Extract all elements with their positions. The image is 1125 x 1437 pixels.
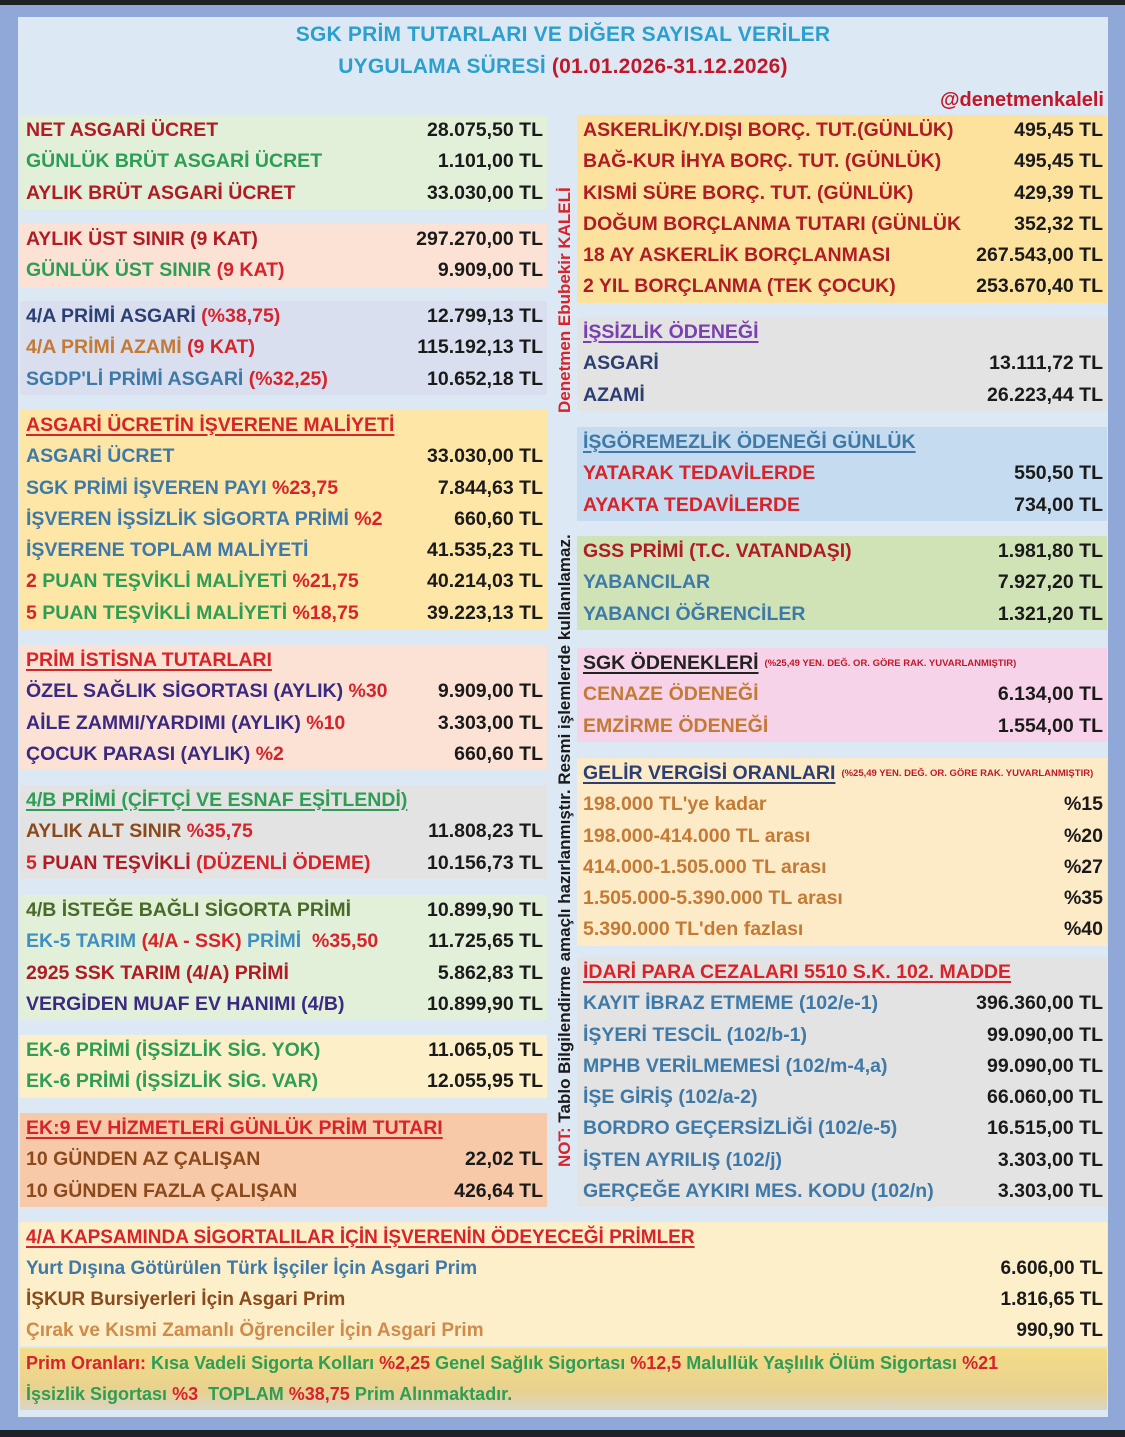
disclaimer-text: Tablo Bilgilendirme amaçlı hazırlanmıştır. Resmi işlemlerde kullanılamaz. [555, 534, 574, 1128]
label-suffix: %23,75 [271, 476, 339, 499]
rate-text: İşsizlik Sigortası [26, 1384, 173, 1404]
row-label: KISMİ SÜRE BORÇ. TUT. (GÜNLÜK) [583, 181, 914, 204]
row-value: 550,50 TL [1014, 462, 1103, 485]
row-value: 1.554,00 TL [997, 714, 1103, 737]
section-title: 4/B PRİMİ (ÇİFTÇİ VE ESNAF EŞİTLENDİ) [26, 789, 408, 811]
section-title [583, 758, 1093, 789]
row-value: 28.075,50 TL [427, 119, 543, 141]
row-label: DOĞUM BORÇLANMA TUTARI (GÜNLÜK [583, 212, 962, 235]
row-label [26, 255, 285, 286]
poster-frame [0, 5, 1125, 1430]
section-asgari-ucret [20, 115, 547, 209]
label-suffix: %35,75 [186, 820, 253, 843]
row-value: 41.535,23 TL [427, 539, 543, 562]
author-handle: @denetmenkaleli [939, 89, 1104, 111]
row-label: 10 GÜNDEN FAZLA ÇALIŞAN [26, 1179, 298, 1202]
row-value: 7.927,20 TL [997, 571, 1103, 594]
page-title: SGK PRİM TUTARLARI VE DİĞER SAYISAL VERİLER [295, 23, 831, 46]
row-label: İŞKUR Bursiyerleri İçin Asgari Prim [26, 1289, 346, 1310]
rates-lead: Prim Oranları: [26, 1353, 152, 1373]
row-value: 1.101,00 TL [437, 150, 543, 173]
row-label [26, 364, 328, 395]
section-4a-prim [20, 301, 547, 395]
row-value: 9.909,00 TL [437, 680, 543, 703]
label-text: SGDP'Lİ PRİMİ ASGARİ [26, 367, 249, 390]
row-label [26, 504, 382, 535]
row-value: 11.808,23 TL [428, 820, 543, 843]
section-gelir-vergisi [577, 758, 1107, 946]
label-text: SGK PRİMİ İŞVEREN PAYI [26, 476, 272, 499]
row-value: 10.652,18 TL [427, 367, 543, 390]
row-value: 33.030,00 TL [427, 181, 543, 204]
row-label: AYAKTA TEDAVİLERDE [583, 493, 801, 516]
row-value: 6.134,00 TL [997, 683, 1103, 706]
label-suffix: %2 [354, 507, 383, 530]
row-value: 3.303,00 TL [437, 711, 543, 734]
disclaimer-vertical [555, 534, 575, 1167]
section-istege-bagli [20, 895, 547, 1020]
row-label: MPHB VERİLMEMESİ (102/m-4,a) [583, 1054, 888, 1077]
row-label [26, 473, 338, 504]
row-value: 426,64 TL [454, 1179, 543, 1202]
section-idari-para-cezalari [577, 957, 1107, 1207]
label-text: ÇOCUK PARASI (AYLIK) [26, 742, 256, 765]
row-label: 10 GÜNDEN AZ ÇALIŞAN [26, 1148, 261, 1171]
section-ust-sinir [20, 224, 547, 287]
label-suffix: (9 KAT) [216, 259, 285, 282]
rate-value: %3 [172, 1384, 199, 1404]
label-text: PUAN TEŞVİKLİ MALİYETİ [42, 601, 293, 624]
row-label [26, 301, 280, 332]
section-title: PRİM İSTİSNA TUTARLARI [26, 649, 272, 671]
row-value: 115.192,13 TL [417, 336, 543, 359]
row-label [26, 566, 359, 597]
row-label: EMZİRME ÖDENEĞİ [583, 714, 769, 737]
row-value: 396.360,00 TL [976, 992, 1103, 1015]
row-label [26, 739, 284, 770]
row-label: İŞVERENE TOPLAM MALİYETİ [26, 539, 309, 562]
row-value: 267.543,00 TL [976, 244, 1103, 267]
row-value: %20 [1063, 824, 1103, 847]
label-text: GÜNLÜK ÜST SINIR [26, 259, 217, 282]
row-value: 16.515,00 TL [987, 1117, 1103, 1140]
section-sgk-odenekleri [577, 648, 1107, 742]
row-label: ASKERLİK/Y.DIŞI BORÇ. TUT.(GÜNLÜK) [583, 119, 954, 141]
row-label: 4/B İSTEĞE BAĞLI SİGORTA PRİMİ [26, 899, 352, 921]
row-value: 7.844,63 TL [437, 476, 543, 499]
row-value: 11.065,05 TL [428, 1039, 543, 1061]
section-title: ASGARİ ÜCRETİN İŞVERENE MALİYETİ [26, 414, 395, 436]
label-text: 4/A PRİMİ AZAMİ [26, 336, 188, 359]
section-title [583, 648, 1016, 679]
section-ek9 [20, 1113, 547, 1207]
row-value: 99.090,00 TL [987, 1054, 1103, 1077]
row-label: CENAZE ÖDENEĞİ [583, 683, 759, 706]
row-label: 198.000 TL'ye kadar [583, 793, 767, 816]
label-suffix: %2 [255, 742, 284, 765]
row-value: %15 [1063, 793, 1103, 816]
row-label: NET ASGARİ ÜCRET [26, 119, 219, 141]
row-value: 660,60 TL [454, 742, 543, 765]
section-isverene-maliyet [20, 410, 547, 629]
rate-value: %2,25 [379, 1353, 431, 1373]
section-title: İŞGÖREMEZLİK ÖDENEĞİ GÜNLÜK [583, 431, 916, 453]
row-value: 13.111,72 TL [989, 352, 1103, 375]
section-4b-prim [20, 785, 547, 879]
rate-value: %21 [962, 1353, 999, 1373]
label-text: AYLIK ALT SINIR [26, 820, 187, 843]
row-label: 5.390.000 TL'den fazlası [583, 918, 804, 941]
period-line [18, 55, 1108, 79]
row-value: 3.303,00 TL [997, 1148, 1103, 1171]
row-value: 66.060,00 TL [987, 1086, 1103, 1109]
label-suffix: %35,50 [312, 930, 379, 953]
label-suffix: (DÜZENLİ ÖDEME) [196, 851, 371, 874]
row-label: BORDRO GEÇERSİZLİĞİ (102/e-5) [583, 1117, 898, 1140]
row-value: 990,90 TL [1016, 1320, 1103, 1341]
section-isgoremezlik [577, 427, 1107, 521]
row-value: 6.606,00 TL [1000, 1258, 1103, 1279]
label-suffix: %18,75 [292, 601, 359, 624]
row-label: ASGARİ [583, 352, 659, 375]
row-value: 40.214,03 TL [427, 570, 543, 593]
rate-text: Kısa Vadeli Sigorta Kolları [151, 1353, 380, 1373]
row-value: 9.909,00 TL [437, 259, 543, 282]
label-prefix: 5 [26, 601, 43, 624]
row-label: VERGİDEN MUAF EV HANIMI (4/B) [26, 992, 345, 1015]
label-prefix: 5 [26, 851, 43, 874]
row-label: Çırak ve Kısmi Zamanlı Öğrenciler İçin Asgari Prim [26, 1320, 484, 1341]
row-label: EK-6 PRİMİ (İŞSİZLİK SİG. VAR) [26, 1070, 319, 1093]
period-prefix: UYGULAMA SÜRESİ [338, 55, 552, 78]
row-label: GSS PRİMİ (T.C. VATANDAŞI) [583, 540, 852, 562]
section-ek6 [20, 1035, 547, 1098]
row-label: 1.505.000-5.390.000 TL arası [583, 887, 843, 910]
row-value: 12.799,13 TL [427, 305, 543, 327]
label-suffix: (9 KAT) [187, 336, 255, 359]
rates-line-1 [20, 1348, 1107, 1379]
label-text: 4/A PRİMİ ASGARİ [26, 305, 202, 327]
row-label: Yurt Dışına Götürülen Türk İşçiler İçin Asgari Prim [26, 1258, 478, 1279]
row-value: 1.816,65 TL [1000, 1289, 1103, 1310]
row-value: 660,60 TL [454, 507, 543, 530]
label-text: PUAN TEŞVİKLİ MALİYETİ [42, 570, 293, 593]
row-value: 12.055,95 TL [427, 1070, 543, 1093]
row-label: YABANCI ÖĞRENCİLER [583, 602, 806, 625]
rate-text: Malullük Yaşlılık Ölüm Sigortası [681, 1353, 963, 1373]
row-value: 495,45 TL [1014, 150, 1103, 173]
label-suffix: (%32,25) [248, 367, 328, 390]
row-label: 414.000-1.505.000 TL arası [583, 855, 827, 878]
row-value: 11.725,65 TL [428, 930, 543, 953]
row-label [26, 332, 255, 363]
row-label: EK-6 PRİMİ (İŞSİZLİK SİG. YOK) [26, 1039, 321, 1061]
row-label: 2925 SSK TARIM (4/A) PRİMİ [26, 961, 289, 984]
row-label [26, 816, 253, 847]
section-note: (%25,49 YEN. DEĞ. OR. GÖRE RAK. YUVARLANMIŞTIR) [841, 768, 1094, 780]
row-value: 253.670,40 TL [976, 275, 1103, 298]
row-value: 10.899,90 TL [427, 992, 543, 1015]
label-suffix: %30 [348, 680, 388, 703]
row-label: GÜNLÜK BRÜT ASGARİ ÜCRET [26, 150, 323, 173]
section-title-text: GELİR VERGİSİ ORANLARI [583, 762, 836, 784]
label-text: AYLIK ÜST SINIR [26, 228, 190, 250]
row-value: 5.862,83 TL [437, 961, 543, 984]
row-label [26, 848, 371, 879]
row-label [26, 926, 378, 957]
section-gss [577, 536, 1107, 630]
rates-line-2 [20, 1379, 1107, 1410]
row-value: %27 [1063, 855, 1103, 878]
row-value: 99.090,00 TL [987, 1023, 1103, 1046]
row-label [26, 224, 258, 255]
row-value: 1.981,80 TL [997, 540, 1103, 562]
row-label: BAĞ-KUR İHYA BORÇ. TUT. (GÜNLÜK) [583, 150, 942, 173]
row-label: KAYIT İBRAZ ETMEME (102/e-1) [583, 992, 879, 1015]
row-label: 18 AY ASKERLİK BORÇLANMASI [583, 244, 891, 267]
label-text: İŞVEREN İŞSİZLİK SİGORTA PRİMİ [26, 507, 355, 530]
section-issizlik-odenegi [577, 317, 1107, 411]
row-value: 10.156,73 TL [427, 851, 543, 874]
row-label: İŞYERİ TESCİL (102/b-1) [583, 1023, 807, 1046]
label-suffix: %21,75 [292, 570, 359, 593]
row-label: GERÇEĞE AYKIRI MES. KODU (102/n) [583, 1180, 934, 1203]
label-text: AİLE ZAMMI/YARDIMI (AYLIK) [26, 711, 307, 734]
row-value: 1.321,20 TL [997, 602, 1103, 625]
row-value: 734,00 TL [1014, 493, 1103, 516]
rate-text: TOPLAM [198, 1384, 289, 1404]
row-label: ASGARİ ÜCRET [26, 445, 175, 468]
row-label: YABANCILAR [583, 571, 711, 594]
row-label: AZAMİ [583, 383, 645, 406]
prim-oranlari-note [20, 1348, 1107, 1410]
row-value: 39.223,13 TL [427, 601, 543, 624]
row-value: %40 [1063, 918, 1103, 941]
disclaimer-label: NOT: [555, 1127, 574, 1167]
row-value: 22,02 TL [464, 1148, 543, 1171]
poster-page [18, 17, 1108, 1417]
label-text-2: PRİMİ [241, 930, 313, 953]
label-suffix: (9 KAT) [189, 228, 258, 250]
label-suffix: (%38,75) [201, 305, 281, 327]
section-title: EK:9 EV HİZMETLERİ GÜNLÜK PRİM TUTARI [26, 1117, 443, 1139]
section-title: İDARİ PARA CEZALARI 5510 S.K. 102. MADDE [583, 961, 1012, 983]
rates-tail: Prim Alınmaktadır. [349, 1384, 513, 1404]
row-label: 198.000-414.000 TL arası [583, 824, 811, 847]
section-note: (%25,49 YEN. DEĞ. OR. GÖRE RAK. YUVARLANMIŞTIR) [764, 658, 1017, 670]
label-text: EK-5 TARIM [26, 930, 142, 953]
label-suffix: %10 [306, 711, 346, 734]
row-value: 10.899,90 TL [427, 899, 543, 921]
section-title: 4/A KAPSAMINDA SİGORTALILAR İÇİN İŞVERENİN ÖDEYECEĞİ PRİMLER [26, 1227, 695, 1248]
row-label [26, 676, 388, 707]
rate-value: %38,75 [288, 1384, 350, 1404]
row-value: %35 [1063, 887, 1103, 910]
row-value: 3.303,00 TL [997, 1180, 1103, 1203]
row-value: 26.223,44 TL [987, 383, 1103, 406]
row-value: 297.270,00 TL [416, 228, 543, 250]
row-label: 2 YIL BORÇLANMA (TEK ÇOCUK) [583, 275, 896, 298]
label-text: ÖZEL SAĞLIK SİGORTASI (AYLIK) [26, 680, 349, 703]
label-prefix: 2 [26, 570, 43, 593]
section-prim-istisna [20, 645, 547, 770]
row-value: 33.030,00 TL [427, 445, 543, 468]
label-text: PUAN TEŞVİKLİ [42, 851, 197, 874]
row-value: 429,39 TL [1014, 181, 1103, 204]
row-value: 495,45 TL [1014, 119, 1103, 141]
row-label: AYLIK BRÜT ASGARİ ÜCRET [26, 181, 296, 204]
row-label [26, 598, 359, 629]
section-borclanma [577, 115, 1107, 303]
section-4a-isveren-primleri [20, 1222, 1107, 1346]
row-label: İŞE GİRİŞ (102/a-2) [583, 1086, 758, 1109]
section-title-text: SGK ÖDENEKLERİ [583, 652, 759, 674]
section-title: İŞSİZLİK ÖDENEĞİ [583, 321, 759, 343]
row-label [26, 708, 345, 739]
row-label: YATARAK TEDAVİLERDE [583, 462, 816, 485]
rate-value: %12,5 [630, 1353, 682, 1373]
label-mid: (4/A - SSK) [141, 930, 242, 953]
author-vertical-label: Denetmen Ebubekir KALELİ [555, 187, 574, 413]
row-label: İŞTEN AYRILIŞ (102/j) [583, 1148, 783, 1171]
row-value: 352,32 TL [1014, 212, 1103, 235]
rate-text: Genel Sağlık Sigortası [430, 1353, 631, 1373]
period-dates: (01.01.2026-31.12.2026) [551, 55, 788, 78]
